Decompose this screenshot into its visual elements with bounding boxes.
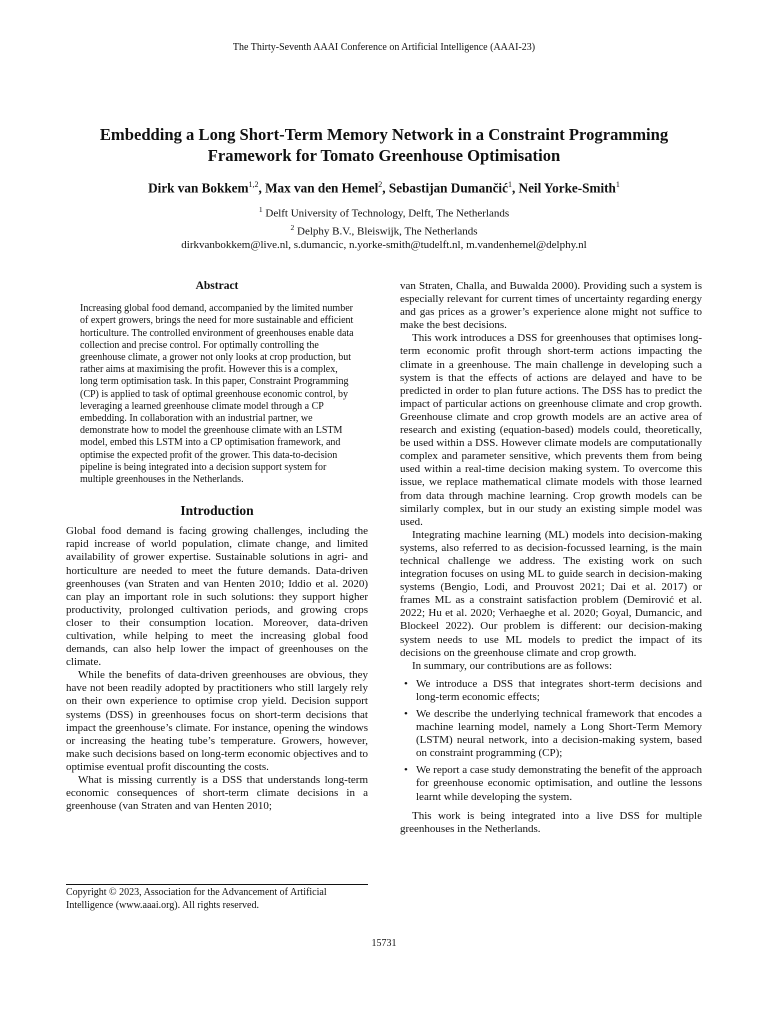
author-separator: , (382, 180, 389, 196)
contributions-list (400, 678, 702, 804)
contribution-text: We introduce a DSS that integrates short-term decisions and long-term economic effects; (416, 677, 702, 703)
author-affiliation-mark: 1,2 (248, 180, 259, 189)
intro-paragraph: Integrating machine learning (ML) models into decision-making systems, also referred to as decision-focussed learning, is the main technical challenge we address. The existing work on such integration focuses on using ML to guide search in decision-making systems (Bengio, Lodi, and Prouvost 2021; Dai et al. 2017) or frames ML as a constraint satisfaction problem (Demirović et al. 2022; Hu et al. 2020; Verhaeghe et al. 2020; Goyal, Dumancic, and Blockeel 2022). Our problem is different: our decision-making system needs to use ML models to predict the impact of its decisions on the greenhouse climate and crop growth. (400, 528, 702, 659)
title-line: Embedding a Long Short-Term Memory Network in a Constraint Programming (99, 125, 669, 144)
author-affiliation-mark: 1 (507, 180, 512, 189)
conference-header: The Thirty-Seventh AAAI Conference on Artificial Intelligence (AAAI-23) (232, 42, 536, 53)
affiliation-line (0, 203, 768, 221)
bullet-glyph: • (404, 708, 408, 720)
contribution-item (404, 708, 702, 760)
contribution-item (404, 764, 702, 803)
affiliation-text: Delphy B.V., Bleiswijk, The Netherlands (294, 225, 478, 238)
bullet-glyph: • (404, 677, 408, 690)
intro-paragraph: While the benefits of data-driven greenhouses are obvious, they have not been readily adopted by practitioners who still largely rely on their own experience to optimise crop yield. Decision support systems (DSS) in greenhouses focus on short-term decisions that impact the greenhouse’s climate. For instance, opening the windows or increasing the heating tube’s temperature. Growers, however, make such decisions based on long-term economic objectives and to optimise eventual profit discounting the costs. (66, 669, 368, 773)
author-separator: , (258, 180, 266, 196)
contribution-item (404, 677, 702, 704)
author-name: Dirk van Bokkem (148, 180, 249, 196)
page-number: 15731 (371, 938, 397, 949)
affiliation-text: Delft University of Technology, Delft, The Netherlands (262, 207, 510, 220)
introduction-heading: Introduction (180, 503, 254, 519)
intro-paragraph: What is missing currently is a DSS that understands long-term economic consequences of short-term climate decisions in a greenhouse (van Straten and van Henten 2010; (66, 774, 368, 813)
copyright-footnote: Copyright © 2023, Association for the Advancement of Artificial Intelligence (www.aaai.org). All rights reserved. (66, 884, 368, 912)
abstract-text: Increasing global food demand, accompanied by the limited number of expert growers, brings the need for more sustainable and efficient horticulture. The controlled environment of greenhouses enable data collection and precise control. For optimally controlling the greenhouse climate, a grower not only looks at crop production, but rather aims at maximising the profit. However this is a complex, long term optimisation task. In this paper, Constraint Programming (CP) is applied to task of optimal greenhouse economic control, by leveraging a learned greenhouse climate model through a CP embedding. In collaboration with an industrial partner, we demonstrate how to model the greenhouse climate with an LSTM model, embed this LSTM into a CP optimisation framework, and optimise the expected profit of the grower. This data-to-decision pipeline is being integrated into a decision support system for multiple greenhouses in the Netherlands. (80, 303, 354, 485)
author-affiliation-mark: 1 (615, 180, 620, 189)
bullet-glyph: • (404, 764, 408, 777)
author-list (0, 180, 768, 196)
author-name: Max van den Hemel (265, 180, 379, 196)
intro-paragraph: In summary, our contributions are as follows: (412, 659, 612, 672)
author-name: Sebastijan Dumančić (388, 180, 508, 196)
abstract-heading: Abstract (195, 280, 239, 292)
affiliation-line (0, 221, 768, 239)
left-column (66, 280, 368, 813)
author-emails: dirkvanbokkem@live.nl, s.dumancic, n.yorke-smith@tudelft.nl, m.vandenhemel@delphy.nl (181, 239, 587, 252)
intro-paragraph: van Straten, Challa, and Buwalda 2000). Providing such a system is especially relevant for current times of uncertainty regarding energy and gas prices as a grower’s experience alone might not suffice to make the best decisions. (400, 280, 702, 332)
affiliation-mark: 2 (290, 222, 295, 232)
paper-title (40, 124, 728, 166)
affiliation-mark: 1 (258, 205, 263, 214)
author-affiliation-mark: 2 (378, 180, 383, 189)
author-separator: , (511, 180, 519, 196)
contribution-text: We describe the underlying technical framework that encodes a machine learning model, namely a Long Short-Term Memory (LSTM) neural network, into a decision-making system, based on constraint programming (CP); (416, 708, 702, 760)
title-line: Framework for Tomato Greenhouse Optimisation (207, 146, 561, 165)
contribution-text: We report a case study demonstrating the benefit of the approach for greenhouse economic optimisation, and outline the lessons learnt while developing the system. (416, 764, 702, 803)
author-name: Neil Yorke-Smith (518, 180, 616, 196)
closing-paragraph: This work is being integrated into a live DSS for multiple greenhouses in the Netherlands. (400, 809, 702, 835)
intro-paragraph: Global food demand is facing growing challenges, including the rapid increase of world population, climate change, and limited availability of grower expertise. Sustainable solutions in agri- and horticulture are needed to meet the future demands. Data-driven greenhouses (van Straten and van Henten 2010; Iddio et al. 2020) can play an important role in such solutions: they support higher productivity, prolonged cultivation periods, and growing crops closer to their consumption location. Moreover, data-driven cultivation, while helping to meet the increasing global food demands, can also help lower the impact of greenhouses on the climate. (66, 525, 368, 669)
affiliations (0, 203, 768, 252)
intro-paragraph: This work introduces a DSS for greenhouses that optimises long-term economic profit through short-term actions impacting the climate in a greenhouse. The main challenge in developing such a system is that the effects of actions are delayed and have to be predicted in order to plan future actions. The DSS has to predict the impact of particular actions on greenhouse climate and crop growth. Greenhouse climate and crop growth models are an active area of research and existing (equation-based) models could, theoretically, be used within a DSS. However climate models are computationally complex and parameter sensitive, which prevents them from being used within a real-time decision making system. To overcome this issue, we replace mathematical climate models with those learned from data through machine learning. Crop growth models can be similarly complex, but in our study an existing simple model was used. (400, 332, 702, 528)
right-column (400, 280, 702, 836)
